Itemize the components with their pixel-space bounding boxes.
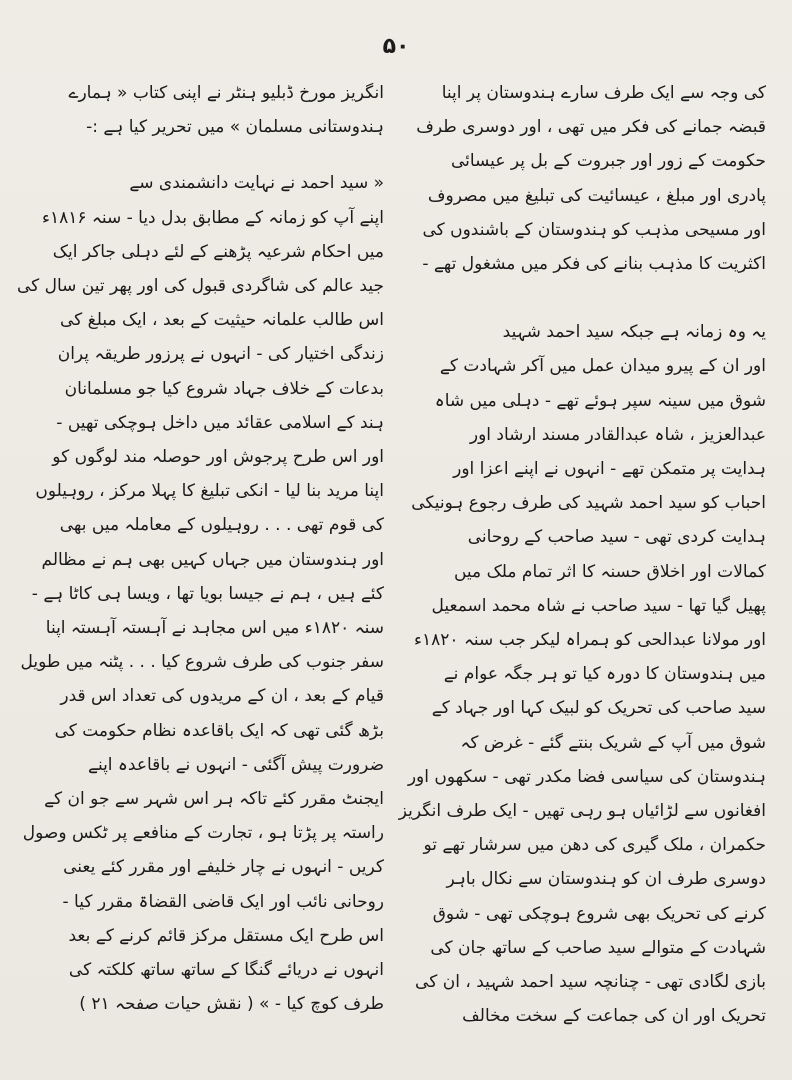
text-line: سید صاحب کی تحریک کو لبیک کہا اور جہاد کے xyxy=(431,698,766,719)
text-line: اس طرح ایک مستقل مرکز قائم کرنے کے بعد xyxy=(68,925,384,946)
text-line: انہوں نے دریائے گنگا کے ساتھ ساتھ کلکتہ کی xyxy=(68,960,384,981)
text-line: بازی لگادی تھی - چنانچہ سید احمد شہید ، ان کی xyxy=(415,972,766,993)
right-paragraph-2 xyxy=(394,315,766,1033)
quote-citation-line: طرف کوچ کیا - » ( نقش حیات صفحہ ۲۱ ) xyxy=(79,994,384,1015)
text-line: شوق میں سینہ سپر ہوئے تھے - دہلی میں شاہ xyxy=(434,390,766,411)
text-line: بڑھ گئی تھی کہ ایک باقاعدہ نظام حکومت کی xyxy=(54,720,384,741)
text-line: عبدالعزیز ، شاہ عبدالقادر مسند ارشاد اور xyxy=(469,424,766,445)
text-line: سفر جنوب کی طرف شروع کیا . . . پٹنہ میں طویل xyxy=(20,652,384,673)
text-line: اور ان کے پیرو میدان عمل میں آکر شہادت کے xyxy=(439,356,766,377)
text-line: شوق میں آپ کے شریک بنتے گئے - غرض کہ xyxy=(460,732,766,753)
paragraph-gap xyxy=(394,281,766,315)
text-line: روحانی نائب اور ایک قاضی القضاۃ مقرر کیا - xyxy=(62,891,384,912)
text-line: کی وجہ سے ایک طرف سارے ہندوستان پر اپنا xyxy=(441,83,766,103)
left-intro xyxy=(28,76,384,144)
text-line: ہندوستانی مسلمان » میں تحریر کیا ہے :- xyxy=(86,117,384,138)
text-line: قبضہ جمانے کی فکر میں تھی ، اور دوسری طرف xyxy=(416,117,766,138)
text-line: ضرورت پیش آگئی - انہوں نے باقاعدہ اپنے xyxy=(87,754,384,775)
text-line: بدعات کے خلاف جہاد شروع کیا جو مسلمانان xyxy=(64,378,384,399)
text-line: سنہ ۱۸۲۰ء میں اس مجاہد نے آہستہ آہستہ اپنا xyxy=(45,618,384,639)
text-line: کرنے کی تحریک بھی شروع ہوچکی تھی - شوق xyxy=(432,903,766,924)
text-line: اس طالب علمانہ حیثیت کے بعد ، ایک مبلغ کی xyxy=(60,310,384,331)
left-column xyxy=(16,76,384,1021)
text-line: ایجنٹ مقرر کئے تاکہ ہر اس شہر سے جو ان کے xyxy=(44,789,384,810)
text-line: ہند کے اسلامی عقائد میں داخل ہوچکی تھیں - xyxy=(56,412,384,433)
text-line: اور ہندوستان میں جہاں کہیں بھی ہم نے مظالم xyxy=(41,549,384,570)
text-line: تحریک اور ان کی جماعت کے سخت مخالف xyxy=(462,1006,766,1027)
text-line: ہدایت کردی تھی - سید صاحب کے روحانی xyxy=(467,527,766,548)
text-line: « سید احمد نے نہایت دانشمندی سے xyxy=(129,173,384,194)
text-line: کمالات اور اخلاق حسنہ کا اثر تمام ملک میں xyxy=(453,561,766,582)
text-line: راستہ پر پڑتا ہو ، تجارت کے منافعے پر ٹکس وصول xyxy=(22,823,384,844)
text-line: کئے ہیں ، ہم نے جیسا بویا تھا ، ویسا ہی کاٹا ہے - xyxy=(31,583,384,604)
text-line: اور مولانا عبدالحی کو ہمراہ لیکر جب سنہ ۱۸۲۰ء xyxy=(414,630,766,651)
text-line: ہندوستان کی سیاسی فضا مکدر تھی - سکھوں اور xyxy=(407,766,766,787)
text-line: ہدایت پر متمکن تھے - انہوں نے اپنے اعزا اور xyxy=(453,459,766,480)
text-line: میں احکام شرعیہ پڑھنے کے لئے دہلی جاکر ایک xyxy=(52,241,384,262)
text-line: اپنے آپ کو زمانہ کے مطابق بدل دیا - سنہ ۱۸۱۶ء xyxy=(41,207,384,228)
text-line: زندگی اختیار کی - انہوں نے پرزور طریقہ پران xyxy=(57,344,384,365)
right-paragraph-1 xyxy=(394,76,766,281)
right-column xyxy=(394,76,766,1033)
text-line: کی قوم تھی . . . روہیلوں کے معاملہ میں بھی xyxy=(59,515,384,536)
text-line: قیام کے بعد ، ان کے مریدوں کی تعداد اس قدر xyxy=(60,686,384,707)
text-line: احباب کو سید احمد شہید کی طرف رجوع ہونیکی xyxy=(411,493,766,514)
text-line: حکومت کے زور اور جبروت کے بل پر عیسائی xyxy=(450,151,766,172)
text-line: افغانوں سے لڑائیاں ہو رہی تھیں - ایک طرف انگریز xyxy=(398,801,766,822)
page-number: ۵۰ xyxy=(382,34,410,59)
text-line: یہ وہ زمانہ ہے جبکہ سید احمد شہید xyxy=(502,322,766,343)
text-line: انگریز مورخ ڈبلیو ہنٹر نے اپنی کتاب « ہمارے xyxy=(68,83,384,103)
text-line: کریں - انہوں نے چار خلیفے اور مقرر کئے یعنی xyxy=(63,857,384,878)
text-line: اکثریت کا مذہب بنانے کی فکر میں مشغول تھے - xyxy=(422,254,766,275)
text-line: میں ہندوستان کا دورہ کیا تو ہر جگہ عوام نے xyxy=(443,664,766,685)
text-line: جید عالم کی شاگردی قبول کی اور پھر تین سال کی xyxy=(16,276,384,297)
text-line: اور اس طرح پرجوش اور حوصلہ مند لوگوں کو xyxy=(52,447,384,468)
paragraph-gap xyxy=(28,144,384,166)
text-line: شہادت کے متوالے سید صاحب کے ساتھ جان کی xyxy=(430,937,766,958)
text-line: اپنا مرید بنا لیا - انکی تبلیغ کا پہلا مرکز ، روہیلوں xyxy=(35,481,384,502)
text-line: پھیل گیا تھا - سید صاحب نے شاہ محمد اسمعیل xyxy=(431,595,766,616)
text-line: پادری اور مبلغ ، عیسائیت کی تبلیغ میں مصروف xyxy=(427,185,766,206)
hunter-quote xyxy=(16,166,384,1021)
text-line: اور مسیحی مذہب کو ہندوستان کے باشندوں کی xyxy=(422,219,766,240)
text-line: دوسری طرف ان کو ہندوستان سے نکال باہر xyxy=(446,869,766,890)
text-line: حکمران ، ملک گیری کی دھن میں سرشار تھے تو xyxy=(423,835,766,856)
